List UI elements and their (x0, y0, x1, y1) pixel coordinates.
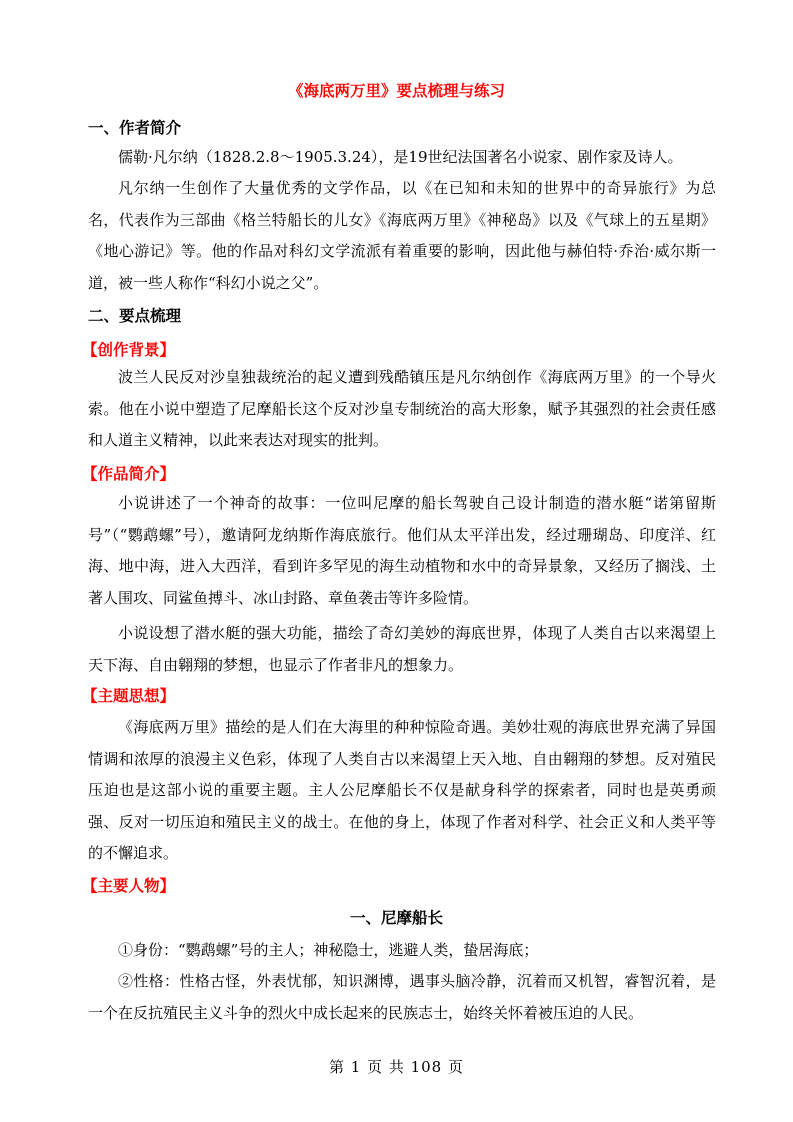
nemo-identity: ①身份：“鹦鹉螺”号的主人；神秘隐士，逃避人类，蛰居海底； (118, 941, 539, 959)
label-theme: 【主题思想】 (82, 687, 176, 705)
document-title: 《海底两万里》要点梳理与练习 (287, 82, 505, 100)
theme-paragraph: 《海底两万里》描绘的是人们在大海里的种种惊险奇遇。美妙壮观的海底世界充满了异国情调和浓厚的浪漫主义色彩，体现了人类自古以来渴望上天入地、自由翱翔的梦想。反对殖民压迫也是这部小说的重要主题。主人公尼摩船长不仅是献身科学的探索者，同时也是英勇顽强、反对一切压迫和殖民主义的战士。在他的身上，体现了作者对科学、社会正义和人类平等的不懈追求。 (88, 718, 716, 862)
label-summary: 【作品简介】 (82, 465, 176, 483)
author-paragraph-2: 凡尔纳一生创作了大量优秀的文学作品，以《在已知和未知的世界中的奇异旅行》为总名，代表作为三部曲《格兰特船长的儿女》《海底两万里》《神秘岛》以及《气球上的五星期》《地心游记》等。他的作品对科幻文学流派有着重要的影响，因此他与赫伯特·乔治·威尔斯一道，被一些人称作“科幻小说之父”。 (88, 179, 716, 292)
section-heading-author: 一、作者简介 (88, 119, 182, 137)
page-number: 第 1 页 共 108 页 (328, 1058, 464, 1076)
section-heading-keypoints: 二、要点梳理 (88, 307, 182, 325)
author-paragraph-1: 儒勒·凡尔纳（1828.2.8～1905.3.24），是19世纪法国著名小说家、剧作家及诗人。 (118, 148, 683, 166)
background-paragraph: 波兰人民反对沙皇独裁统治的起义遭到残酷镇压是凡尔纳创作《海底两万里》的一个导火索。他在小说中塑造了尼摩船长这个反对沙皇专制统治的高大形象，赋予其强烈的社会责任感和人道主义精神，以此来表达对现实的批判。 (88, 368, 716, 449)
nemo-personality: ②性格：性格古怪，外表忧郁，知识渊博，遇事头脑冷静，沉着而又机智，睿智沉着，是一个在反抗殖民主义斗争的烈火中成长起来的民族志士，始终关怀着被压迫的人民。 (88, 972, 716, 1022)
label-background: 【创作背景】 (82, 341, 176, 359)
label-characters: 【主要人物】 (82, 877, 176, 895)
summary-paragraph-2: 小说设想了潜水艇的强大功能，描绘了奇幻美妙的海底世界，体现了人类自古以来渴望上天下海、自由翱翔的梦想，也显示了作者非凡的想象力。 (88, 624, 716, 674)
character-heading-nemo: 一、尼摩船长 (349, 909, 443, 927)
summary-paragraph-1: 小说讲述了一个神奇的故事：一位叫尼摩的船长驾驶自己设计制造的潜水艇“诺第留斯号”（“鹦鹉螺”号），邀请阿龙纳斯作海底旅行。他们从太平洋出发，经过珊瑚岛、印度洋、红海、地中海，进入大西洋，看到许多罕见的海生动植物和水中的奇异景象，又经历了搁浅、土著人围攻、同鲨鱼搏斗、冰山封路、章鱼袭击等许多险情。 (88, 494, 716, 607)
